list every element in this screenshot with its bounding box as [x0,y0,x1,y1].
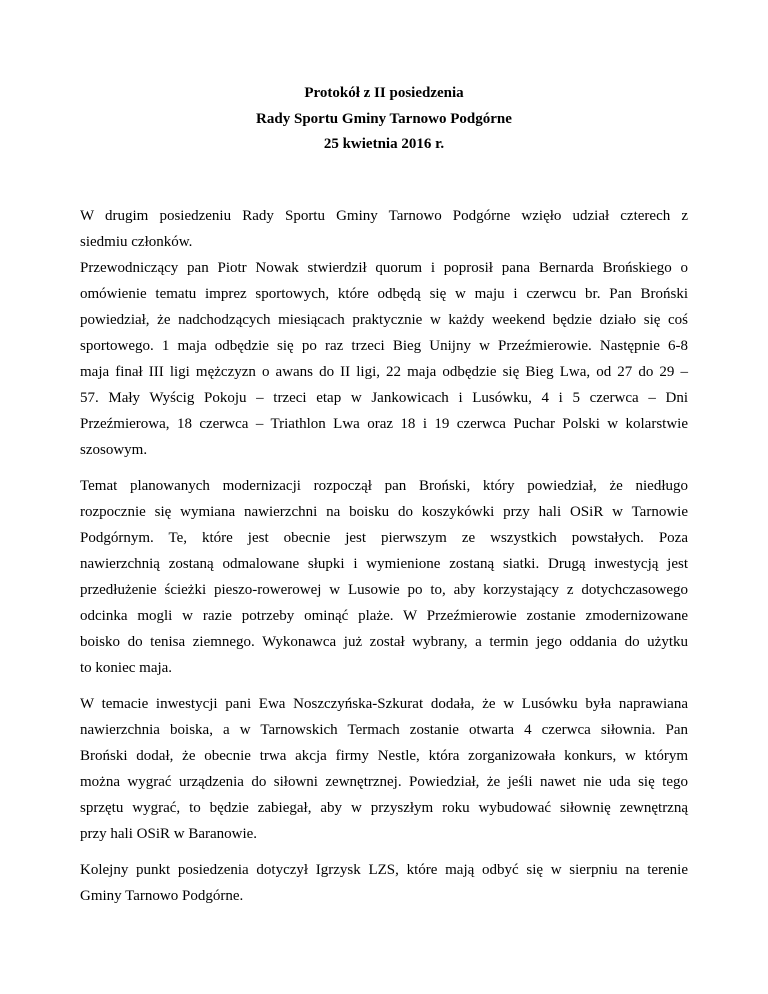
title-line-1: Protokół z II posiedzenia [304,85,464,101]
text-line: odcinka mogli w razie potrzeby ominąć plaże. W Przeźmierowie zostanie zmodernizowane [80,608,688,624]
text-line: to koniec maja. [80,660,173,676]
text-line: rozpocznie się wymiana nawierzchni na boisku do koszykówki przy hali OSiR w Tarnowie [80,504,688,520]
text-line: omówienie tematu imprez sportowych, które odbędą się w maju i czerwcu br. Pan Broński [80,286,688,302]
text-line: W temacie inwestycji pani Ewa Noszczyńska-Szkurat dodała, że w Lusówku była naprawiana [80,696,688,712]
text-line: nawierzchnią zostaną odmalowane słupki i wymienione zostaną siatki. Drugą inwestycją jest [80,556,688,572]
text-line: sportowego. 1 maja odbędzie się po raz trzeci Bieg Unijny w Przeźmierowie. Następnie 6-8 [80,338,688,354]
text-line: boisko do tenisa ziemnego. Wykonawca już został wybrany, a termin jego oddania do użytku [80,634,688,650]
text-line: sprzętu wygrać, to będzie zabiegał, aby w przyszłym roku wybudować siłownię zewnętrzną [80,800,688,816]
text-line: powiedział, że nadchodzących miesiącach praktycznie w każdy weekend będzie działo się coś [80,312,688,328]
paragraph-investments [80,691,688,847]
text-line: przy hali OSiR w Baranowie. [80,826,258,842]
text-line: można wygrać urządzenia do siłowni zewnętrznej. Powiedział, że jeśli nawet nie uda się tego [80,774,688,790]
text-line: 57. Mały Wyścig Pokoju – trzeci etap w Jankowicach i Lusówku, 4 i 5 czerwca – Dni [80,390,688,406]
text-line: nawierzchnia boiska, a w Tarnowskich Termach zostanie otwarta 4 czerwca siłownia. Pan [80,722,688,738]
paragraph-lzs-games [80,857,688,909]
text-line: przedłużenie ścieżki pieszo-rowerowej w Lusowie po to, aby korzystający z dotychczasowego [80,582,688,598]
paragraph-modernization [80,473,688,681]
title-line-3: 25 kwietnia 2016 r. [323,136,445,152]
document-body [80,203,688,919]
document-page [80,0,688,994]
text-line: siedmiu członków. [80,234,193,250]
text-line: maja finał III ligi mężczyzn o awans do II ligi, 22 maja odbędzie się Bieg Lwa, od 27 do 29 – [80,364,688,380]
text-line: Broński dodał, że obecnie trwa akcja firmy Nestle, która zorganizowała konkurs, w którym [80,748,688,764]
text-line: Przeźmierowa, 18 czerwca – Triathlon Lwa oraz 18 i 19 czerwca Puchar Polski w kolarstwie [80,416,688,432]
text-line: Podgórnym. Te, które jest obecnie jest pierwszym ze wszystkich powstałych. Poza [80,530,688,546]
document-title [80,81,688,158]
text-line: W drugim posiedzeniu Rady Sportu Gminy Tarnowo Podgórne wzięło udział czterech z [80,208,688,224]
text-line: Przewodniczący pan Piotr Nowak stwierdził quorum i poprosił pana Bernarda Brońskiego o [80,260,688,276]
paragraph-attendance-events [80,203,688,463]
text-line: Gminy Tarnowo Podgórne. [80,888,244,904]
text-line: Temat planowanych modernizacji rozpoczął pan Broński, który powiedział, że niedługo [80,478,688,494]
title-line-2: Rady Sportu Gminy Tarnowo Podgórne [256,110,512,127]
text-line: szosowym. [80,442,148,458]
text-line: Kolejny punkt posiedzenia dotyczył Igrzysk LZS, które mają odbyć się w sierpniu na terenie [80,862,688,878]
